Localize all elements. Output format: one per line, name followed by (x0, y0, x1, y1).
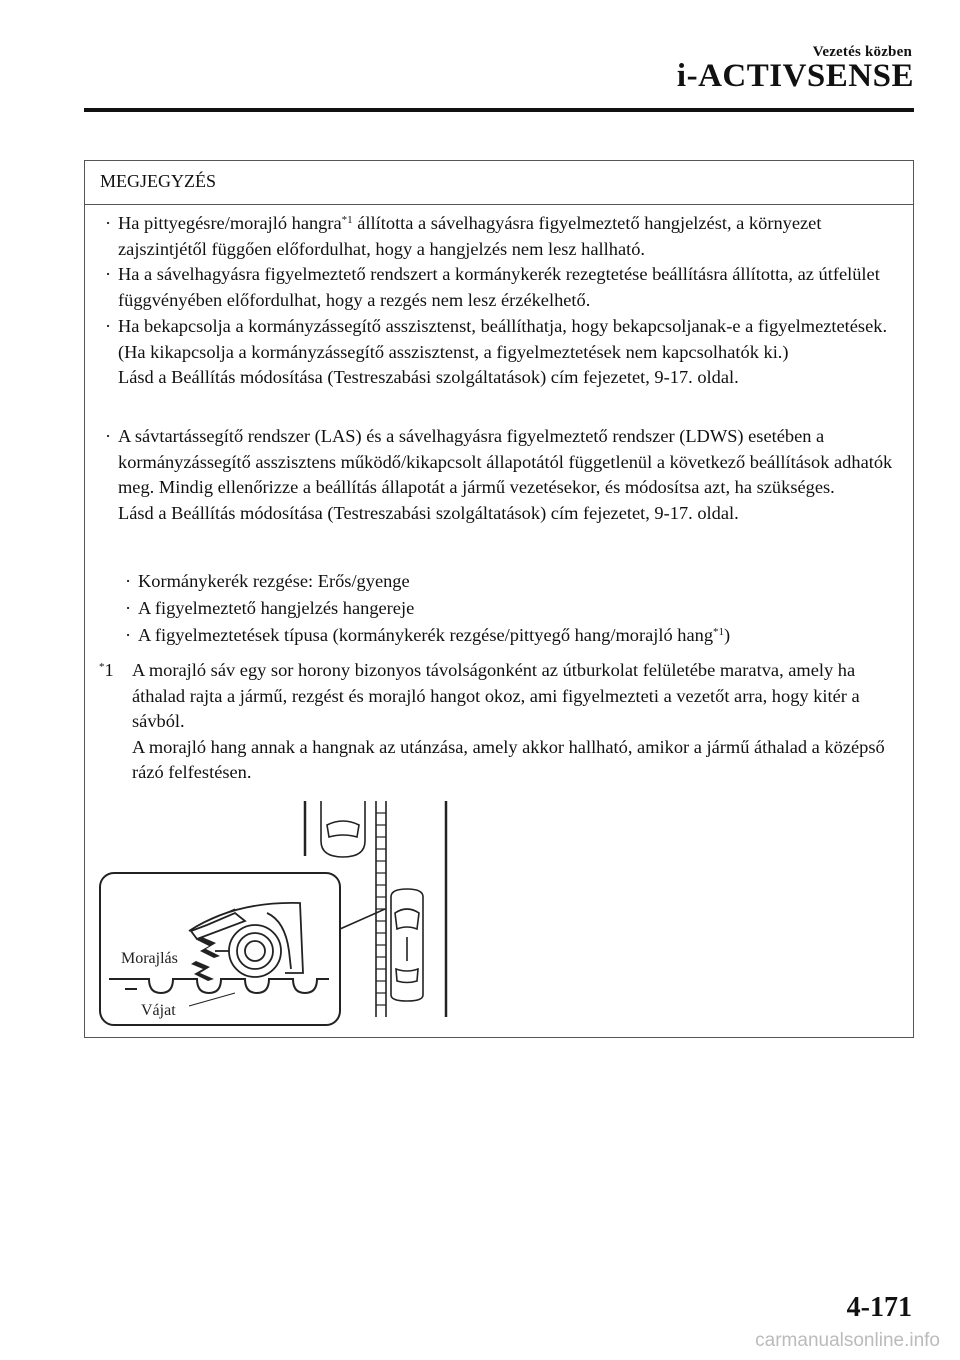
bullet-dot: · (104, 316, 112, 336)
page-number: 4-171 (846, 1292, 912, 1323)
sub-bullet-1-text: Kormánykerék rezgése: Erős/gyenge (138, 571, 410, 591)
callout-line (340, 909, 385, 929)
footnote-ref: *1 (341, 214, 353, 226)
sub-bullet-2-text: A figyelmeztető hangjelzés hangereje (138, 598, 415, 618)
bullet-1-text-cont: állította a sávelhagyásra figyelmeztető hangjelzést, a környezet zajszintjétől függően előfordulhat, hogy a hangjelzés nem lesz hallható. (118, 213, 822, 259)
bullet-dot: · (124, 625, 132, 645)
watermark: carmanualsonline.info (755, 1330, 940, 1351)
label-groove: Vájat (141, 1002, 176, 1019)
page-title: i-ACTIVSENSE (676, 58, 914, 94)
section-label: Vezetés közben (812, 44, 912, 60)
bullet-dot: · (104, 213, 112, 233)
footnote-text-2: A morajló hang annak a hangnak az utánzása, amely akkor hallható, amikor a jármű áthalad a középső rázó felfestésen. (132, 736, 885, 782)
footnote-text: A morajló sáv egy sor horony bizonyos távolságonként az útburkolat felületébe maratva, amely ha áthalad rajta a jármű, rezgést és morajló hangot okoz, ami figyelmezteti a vezetőt arra, hogy kitér a sávból. (132, 660, 860, 731)
note-heading: MEGJEGYZÉS (85, 161, 913, 205)
footnote-mark: *1 (99, 660, 114, 680)
note-box (84, 160, 914, 1038)
bullet-dot: · (124, 571, 132, 591)
bullet-dot: · (104, 264, 112, 284)
bullet-2-text: Ha a sávelhagyásra figyelmeztető rendszert a kormánykerék rezegtetése beállításra állította, az útfelület függvényében előfordulhat, hogy a rezgés nem lesz érzékelhető. (118, 264, 880, 310)
bullet-dot: · (124, 598, 132, 618)
bullet-1-text: Ha pittyegésre/morajló hangra (118, 213, 342, 233)
sub-bullet-3-text-end: ) (724, 625, 731, 645)
rumble-strip-illustration (85, 161, 915, 1039)
sub-bullet-3-text: A figyelmeztetések típusa (kormánykerék rezgése/pittyegő hang/morajló hang (138, 625, 714, 645)
footnote-ref: *1 (713, 626, 725, 638)
bullet-4-text: A sávtartássegítő rendszer (LAS) és a sávelhagyásra figyelmeztető rendszer (LDWS) esetében a kormányzássegítő asszisztens működő/kikapcsolt állapotától függetlenül a következő beállítások adhatók meg. Mindig ellenőrizze a beállítás állapotát a jármű vezetésekor, és módosítsa azt, ha szükséges. (118, 426, 893, 497)
bullet-3-text: Ha bekapcsolja a kormányzássegítő asszisztenst, beállíthatja, hogy bekapcsoljanak-e a figyelmeztetések. (Ha kikapcsolja a kormányzássegítő asszisztenst, a figyelmeztetések nem kapcsolhatók ki.) (118, 316, 888, 362)
label-rumble: Morajlás (121, 950, 178, 967)
bullet-3-reference: Lásd a Beállítás módosítása (Testreszabási szolgáltatások) cím fejezetet, 9-17. oldal. (118, 367, 739, 387)
bullet-dot: · (104, 426, 112, 446)
header-rule (84, 108, 914, 112)
car-ahead (321, 801, 365, 857)
car-on-strip (391, 889, 423, 1001)
callout-box (100, 873, 340, 1025)
bullet-4-reference: Lásd a Beállítás módosítása (Testreszabási szolgáltatások) cím fejezetet, 9-17. oldal. (118, 502, 739, 523)
